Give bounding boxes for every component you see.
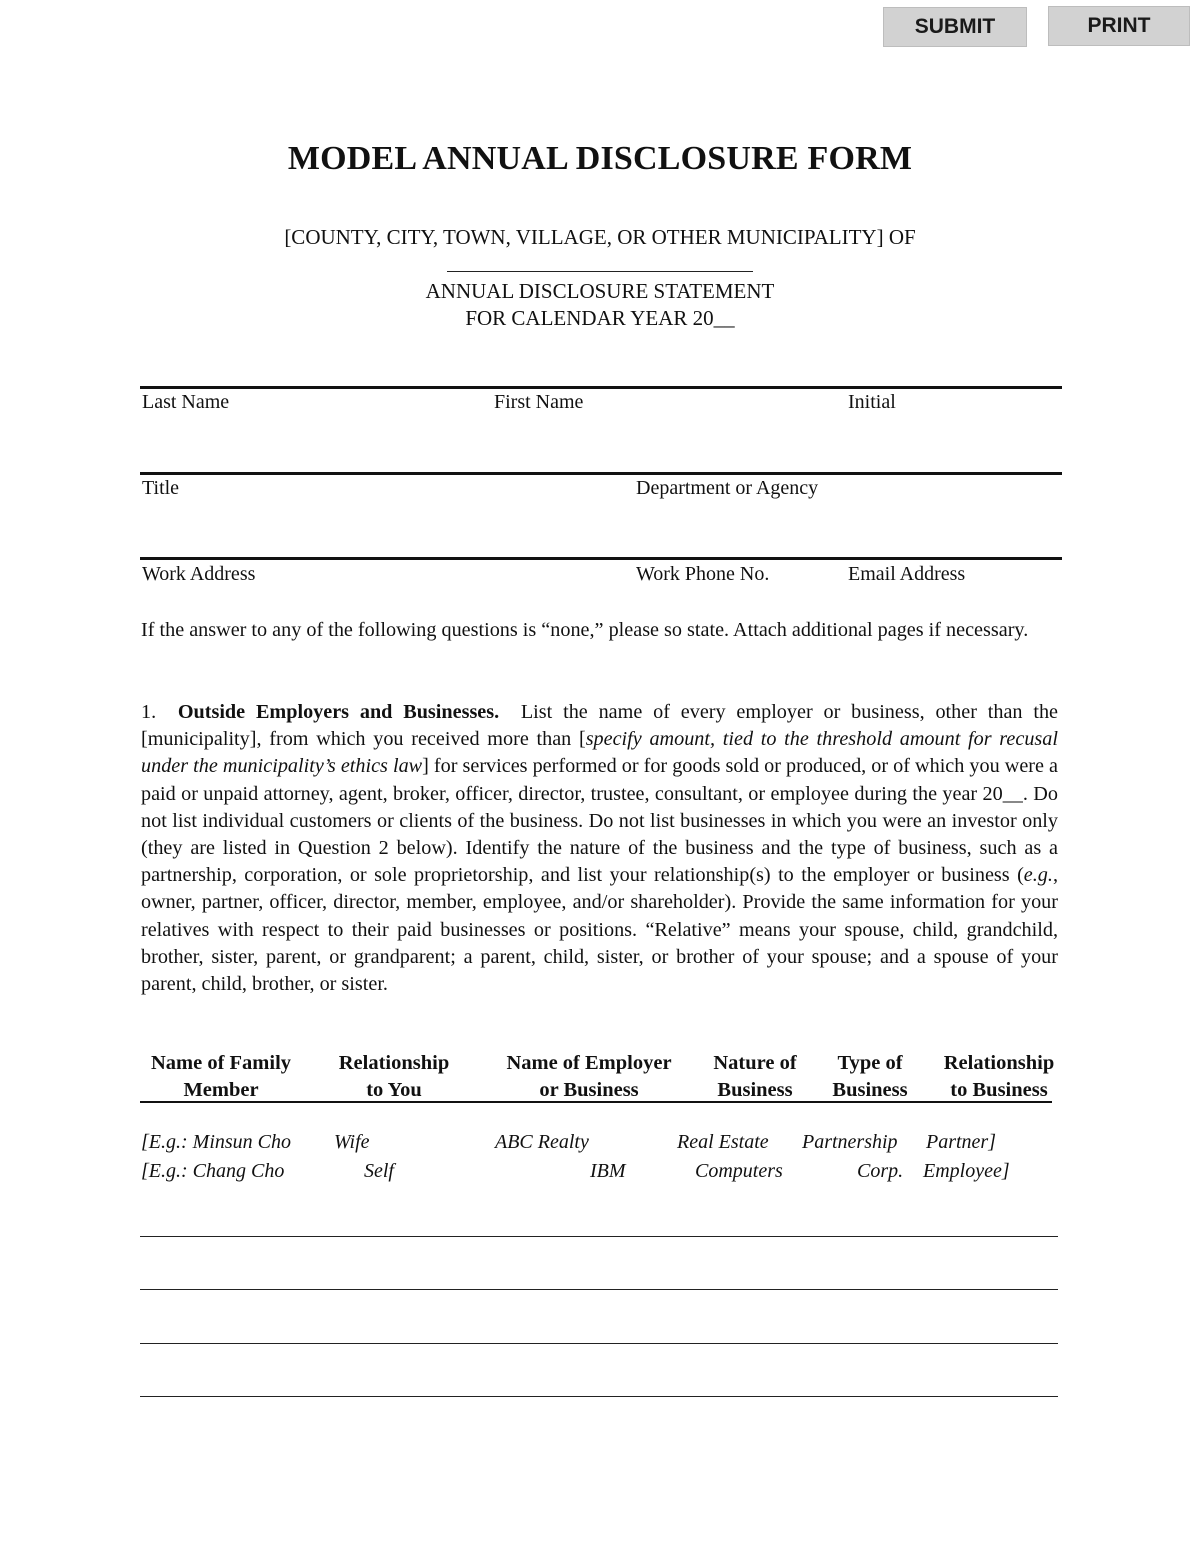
example-2-nature: Computers <box>695 1160 783 1182</box>
col-header-relationship-to-you: Relationship to You <box>338 1052 450 1101</box>
question-text-a: List the name of every employer or business, other than the [municipality], from which you received more than [ <box>141 701 1059 751</box>
question-number: 1. <box>141 701 157 723</box>
department-label: Department or Agency <box>636 477 819 499</box>
work-address-input[interactable] <box>142 529 622 552</box>
entry-line-2[interactable] <box>140 1263 1058 1290</box>
example-1-nature: Real Estate <box>677 1131 769 1153</box>
submit-button[interactable]: SUBMIT <box>883 7 1027 47</box>
entry-line-3[interactable] <box>140 1317 1058 1344</box>
work-address-label: Work Address <box>142 563 256 585</box>
intro-paragraph: If the answer to any of the following questions is “none,” please so state. Attach additional pages if necessary. <box>141 619 1029 641</box>
first-name-input[interactable] <box>494 358 834 381</box>
question-text-b: ] for services performed or for goods sold or produced, or of which you were a paid or unpaid attorney, agent, broker, officer, director, trustee, consultant, or employee during the year 20__. Do not list individual customers or clients of the business. Do not list businesses in which you were an investor only (they are listed in Question 2 below). Identify the nature of the business and the type of business, such as a partnership, corporation, or sole proprietorship, and list your relationship(s) to the employer or business ( <box>141 755 1058 887</box>
last-name-input[interactable] <box>142 358 482 381</box>
question-1-paragraph <box>141 699 1058 998</box>
form-title: MODEL ANNUAL DISCLOSURE FORM <box>287 140 913 177</box>
title-label: Title <box>142 477 180 499</box>
work-phone-input[interactable] <box>636 529 836 552</box>
col-header-family-member: Name of Family Member <box>150 1052 292 1101</box>
col-header-type: Type of Business <box>832 1052 908 1101</box>
print-button[interactable]: PRINT <box>1048 6 1190 46</box>
first-name-label: First Name <box>494 391 584 413</box>
department-input[interactable] <box>636 444 1056 467</box>
email-input[interactable] <box>848 529 1058 552</box>
example-1-type: Partnership <box>802 1131 898 1153</box>
example-2-business-relationship: Employee] <box>923 1160 1010 1182</box>
last-name-label: Last Name <box>142 391 230 413</box>
initial-label: Initial <box>848 391 896 413</box>
example-1-business-relationship: Partner] <box>926 1131 996 1153</box>
title-rule <box>140 472 1062 475</box>
entry-line-4[interactable] <box>140 1370 1058 1397</box>
col-header-employer: Name of Employer or Business <box>506 1052 672 1101</box>
example-2-type: Corp. <box>857 1160 904 1182</box>
example-2-relationship: Self <box>364 1160 394 1182</box>
municipality-line: [COUNTY, CITY, TOWN, VILLAGE, OR OTHER MUNICIPALITY] OF <box>284 225 916 249</box>
name-rule <box>140 386 1062 389</box>
address-rule <box>140 557 1062 560</box>
year-line: FOR CALENDAR YEAR 20__ <box>465 306 735 330</box>
example-2-employer: IBM <box>590 1160 626 1182</box>
question-text-italic: specify amount, tied to the threshold amount for recusal under the municipality’s ethics law <box>141 728 1058 778</box>
header-underline <box>140 1101 1052 1103</box>
email-label: Email Address <box>848 563 966 585</box>
example-1-member: [E.g.: Minsun Cho <box>141 1131 291 1153</box>
example-1-employer: ABC Realty <box>495 1131 589 1153</box>
question-text-eg: e.g. <box>1023 864 1053 887</box>
question-heading: Outside Employers and Businesses. <box>177 701 500 723</box>
col-header-relationship-to-business: Relationship to Business <box>943 1052 1055 1101</box>
initial-input[interactable] <box>848 358 1048 381</box>
example-2-member: [E.g.: Chang Cho <box>141 1160 285 1182</box>
title-input[interactable] <box>142 444 622 467</box>
example-1-relationship: Wife <box>334 1131 370 1153</box>
statement-line: ANNUAL DISCLOSURE STATEMENT <box>425 279 775 303</box>
col-header-nature: Nature of Business <box>713 1052 797 1101</box>
work-phone-label: Work Phone No. <box>636 563 770 585</box>
entry-line-1[interactable] <box>140 1210 1058 1237</box>
question-text-c: , owner, partner, officer, director, member, employee, and/or shareholder). Provide the same information for your relatives with respect to their paid businesses or positions. “Relative” means your spouse, child, grandchild, brother, sister, parent, or grandparent; a parent, child, sister, or brother of your spouse; and a spouse of your parent, child, brother, or sister. <box>141 864 1058 996</box>
municipality-blank <box>447 271 753 272</box>
